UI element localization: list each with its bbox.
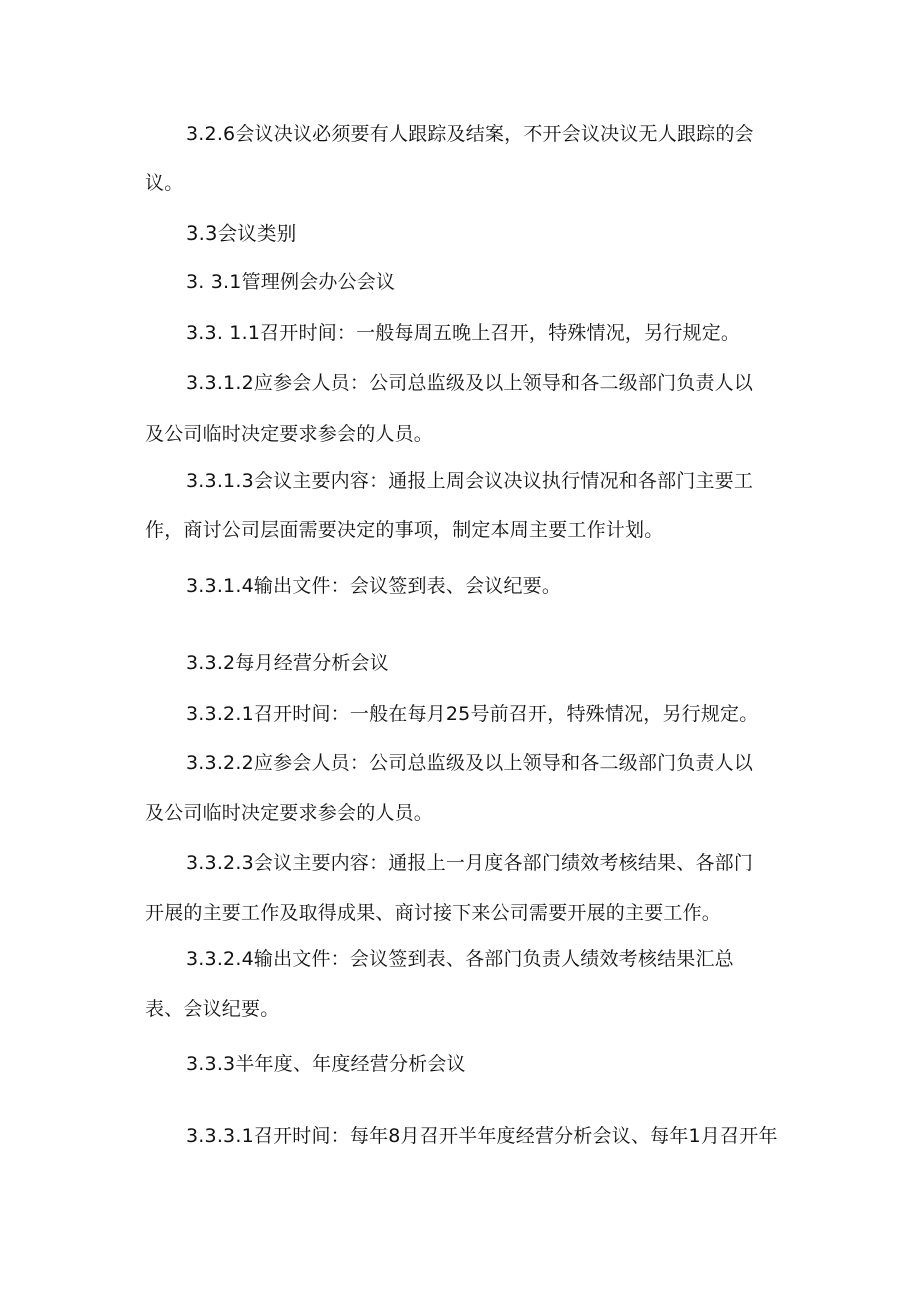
paragraph-3-3-1-3-line-1: 3.3.1.3会议主要内容：通报上周会议决议执行情况和各部门主要工 — [186, 470, 754, 492]
paragraph-3-3-1-2-line-2: 及公司临时决定要求参会的人员。 — [145, 423, 434, 445]
paragraph-3-3-2-3-line-2: 开展的主要工作及取得成果、商讨接下来公司需要开展的主要工作。 — [145, 902, 722, 924]
paragraph-3-3-2-3-line-1: 3.3.2.3会议主要内容：通报上一月度各部门绩效考核结果、各部门 — [186, 852, 754, 874]
paragraph-3-3-1-1: 3.3. 1.1召开时间：一般每周五晚上召开，特殊情况，另行规定。 — [186, 322, 741, 344]
section-heading-3-3: 3.3会议类别 — [186, 222, 297, 245]
paragraph-3-3-1-2-line-1: 3.3.1.2应参会人员：公司总监级及以上领导和各二级部门负责人以 — [186, 372, 754, 394]
paragraph-3-3-2-4-line-2: 表、会议纪要。 — [145, 998, 280, 1020]
subsection-heading-3-3-1: 3. 3.1管理例会办公会议 — [186, 271, 396, 293]
paragraph-3-3-2-1: 3.3.2.1召开时间：一般在每月25号前召开，特殊情况，另行规定。 — [186, 703, 759, 725]
paragraph-3-3-2-2-line-2: 及公司临时决定要求参会的人员。 — [145, 802, 434, 824]
paragraph-3-3-1-4: 3.3.1.4输出文件：会议签到表、会议纪要。 — [186, 575, 562, 597]
paragraph-3-3-1-3-line-2: 作，商讨公司层面需要决定的事项，制定本周主要工作计划。 — [145, 519, 664, 541]
subsection-heading-3-3-2: 3.3.2每月经营分析会议 — [186, 652, 389, 674]
paragraph-3-3-2-2-line-1: 3.3.2.2应参会人员：公司总监级及以上领导和各二级部门负责人以 — [186, 752, 754, 774]
paragraph-3-3-2-4-line-1: 3.3.2.4输出文件：会议签到表、各部门负责人绩效考核结果汇总 — [186, 948, 734, 970]
paragraph-3-2-6-line-2: 议。 — [145, 172, 184, 194]
paragraph-3-3-3-1-line-1: 3.3.3.1召开时间：每年8月召开半年度经营分析会议、每年1月召开年 — [186, 1125, 778, 1147]
subsection-heading-3-3-3: 3.3.3半年度、年度经营分析会议 — [186, 1053, 466, 1075]
paragraph-3-2-6-line-1: 3.2.6会议决议必须要有人跟踪及结案，不开会议决议无人跟踪的会 — [186, 123, 754, 145]
